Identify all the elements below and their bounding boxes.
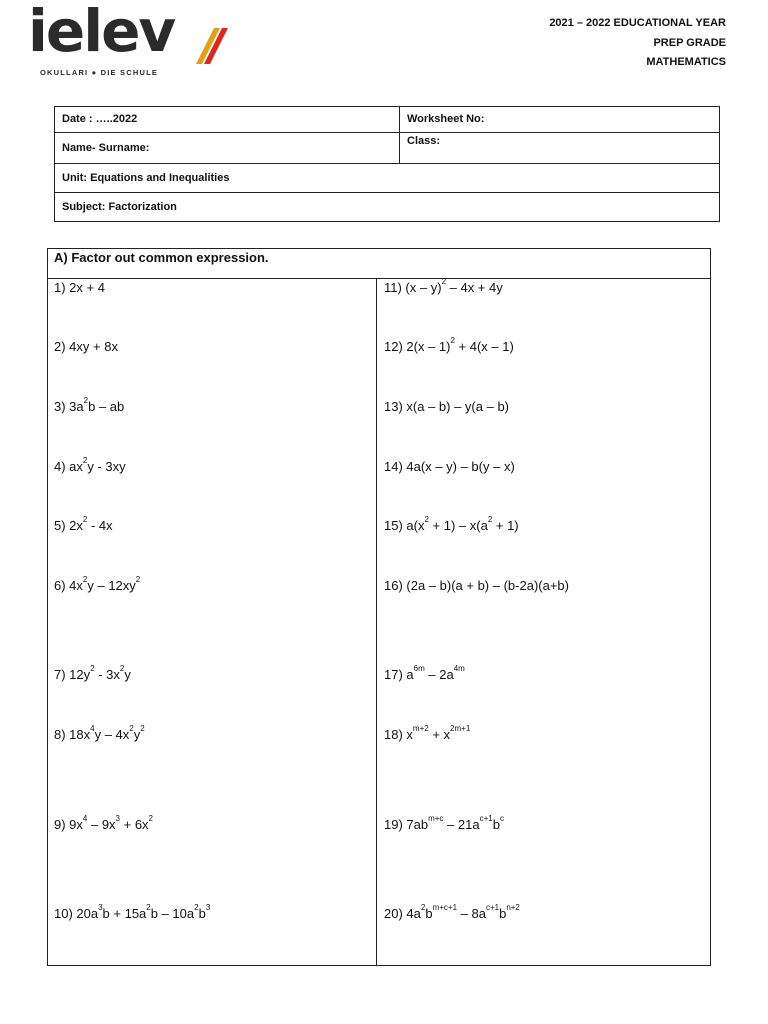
logo-tagline: OKULLARI ● DIE SCHULE (40, 68, 159, 77)
problem-text: 5) 2x (54, 518, 83, 533)
problem-text: 6) 4x (54, 578, 83, 593)
problem-text: 7) 12y (54, 667, 91, 682)
problem-exponent: m+c+1 (432, 903, 458, 912)
section-title: A) Factor out common expression. (48, 249, 710, 279)
problem-text: 18) x (384, 727, 413, 742)
problem-text: y – 4x (94, 727, 130, 742)
problem-exponent: 6m (413, 664, 425, 673)
problem-exponent: 2 (424, 515, 429, 524)
logo-wordmark: ielev (28, 0, 175, 65)
date-field: Date : …..2022 (55, 107, 400, 133)
problem-exponent: 2 (146, 903, 151, 912)
problem-text: 20) 4a (384, 906, 421, 921)
problem-exponent: 2 (420, 903, 426, 912)
problem-text: - 4x (87, 518, 113, 533)
problem-exponent: 2 (140, 724, 145, 733)
problem-exponent: 3 (115, 814, 120, 823)
problem-text: 11) (x – y) (384, 280, 442, 295)
problem-exponent: 2m+1 (450, 724, 471, 733)
problem-text: – 21a (443, 817, 480, 832)
problem-14 (384, 459, 515, 474)
course-name: MATHEMATICS (646, 56, 726, 68)
column-divider (376, 279, 377, 965)
problem-text: b (499, 906, 507, 921)
problem-text: – 8a (457, 906, 486, 921)
problem-text: y (124, 667, 131, 682)
problem-exponent: 3 (98, 903, 103, 912)
subject-field: Subject: Factorization (55, 193, 720, 222)
exercise-section (47, 248, 711, 966)
problem-text: + x (428, 727, 451, 742)
educational-year: 2021 – 2022 EDUCATIONAL YEAR (549, 17, 726, 29)
problem-20 (384, 903, 520, 921)
problem-exponent: 2 (82, 515, 88, 524)
document-header (549, 14, 726, 73)
problem-text: – 4x + 4y (446, 280, 503, 295)
problem-exponent: 4 (90, 724, 95, 733)
problem-text: + 1) – x(a (428, 518, 488, 533)
problem-text: 15) a(x (384, 518, 425, 533)
student-info-table (54, 106, 720, 222)
problem-text: b (198, 906, 206, 921)
problem-text: b – 10a (150, 906, 195, 921)
problem-exponent: 2 (441, 277, 447, 286)
problem-exponent: 2 (82, 575, 88, 584)
problem-15 (384, 515, 519, 533)
grade-level: PREP GRADE (653, 36, 726, 49)
problem-text: 12) 2(x – 1) (384, 339, 451, 354)
problem-text: 17) a (384, 667, 414, 682)
problem-text: b + 15a (102, 906, 147, 921)
logo-stripes-icon (174, 26, 230, 66)
problem-9 (54, 814, 153, 832)
problem-5 (54, 515, 113, 533)
problem-exponent: c (499, 814, 504, 823)
problem-exponent: 2 (83, 396, 89, 405)
problem-text: y (133, 727, 141, 742)
problem-text: b (492, 817, 500, 832)
problem-text: + 6x (120, 817, 149, 832)
problem-8 (54, 724, 145, 742)
problem-6 (54, 575, 141, 593)
problem-10 (54, 903, 211, 921)
problem-exponent: 4 (82, 814, 88, 823)
problem-text: 9) 9x (54, 817, 83, 832)
problem-exponent: c+1 (479, 814, 493, 823)
problem-exponent: m+c (428, 814, 444, 823)
problem-exponent: 2 (129, 724, 134, 733)
problem-text: 8) 18x (54, 727, 91, 742)
problem-exponent: 2 (90, 664, 95, 673)
name-surname-field: Name- Surname: (55, 133, 400, 164)
problem-18 (384, 724, 471, 742)
problem-exponent: 2 (487, 515, 493, 524)
problem-text: 19) 7ab (384, 817, 429, 832)
problem-11 (384, 277, 503, 295)
problem-text: – 9x (87, 817, 116, 832)
problem-text: - 3x (94, 667, 120, 682)
problem-exponent: 2 (82, 456, 88, 465)
worksheet-no-field: Worksheet No: (400, 107, 720, 133)
problem-exponent: 2 (148, 814, 153, 823)
problem-text: b – ab (88, 399, 125, 414)
problem-exponent: 2 (194, 903, 199, 912)
problem-16 (384, 578, 569, 593)
problem-2 (54, 339, 118, 354)
problem-1 (54, 280, 105, 295)
problem-17 (384, 664, 465, 682)
problem-7 (54, 664, 131, 682)
problem-text: – 2a (424, 667, 454, 682)
problem-text: b (425, 906, 433, 921)
problem-exponent: n+2 (506, 903, 520, 912)
class-field: Class: (400, 133, 720, 164)
problem-text: 4) ax (54, 459, 83, 474)
problem-13 (384, 399, 509, 414)
problem-text: 14) 4a(x – y) – b(y – x) (384, 459, 515, 474)
problem-text: + 1) (492, 518, 519, 533)
problem-3 (54, 396, 125, 414)
problem-text: y – 12xy (87, 578, 136, 593)
problem-4 (54, 456, 126, 474)
problem-text: 10) 20a (54, 906, 99, 921)
problem-text: 2) 4xy + 8x (54, 339, 118, 354)
problem-text: + 4(x – 1) (454, 339, 514, 354)
problem-text: 1) 2x + 4 (54, 280, 105, 295)
problem-text: 3) 3a (54, 399, 84, 414)
problem-exponent: m+2 (412, 724, 429, 733)
problem-exponent: 2 (119, 664, 125, 673)
problem-text: y - 3xy (87, 459, 126, 474)
problem-text: 16) (2a – b)(a + b) – (b-2a)(a+b) (384, 578, 569, 593)
school-logo (28, 0, 218, 80)
problem-exponent: 3 (205, 903, 211, 912)
unit-field: Unit: Equations and Inequalities (55, 164, 720, 193)
problem-exponent: c+1 (485, 903, 500, 912)
problem-exponent: 2 (135, 575, 141, 584)
problem-12 (384, 336, 514, 354)
problem-exponent: 4m (453, 664, 465, 673)
problem-text: 13) x(a – b) – y(a – b) (384, 399, 509, 414)
problem-19 (384, 814, 504, 832)
problem-exponent: 2 (450, 336, 455, 345)
